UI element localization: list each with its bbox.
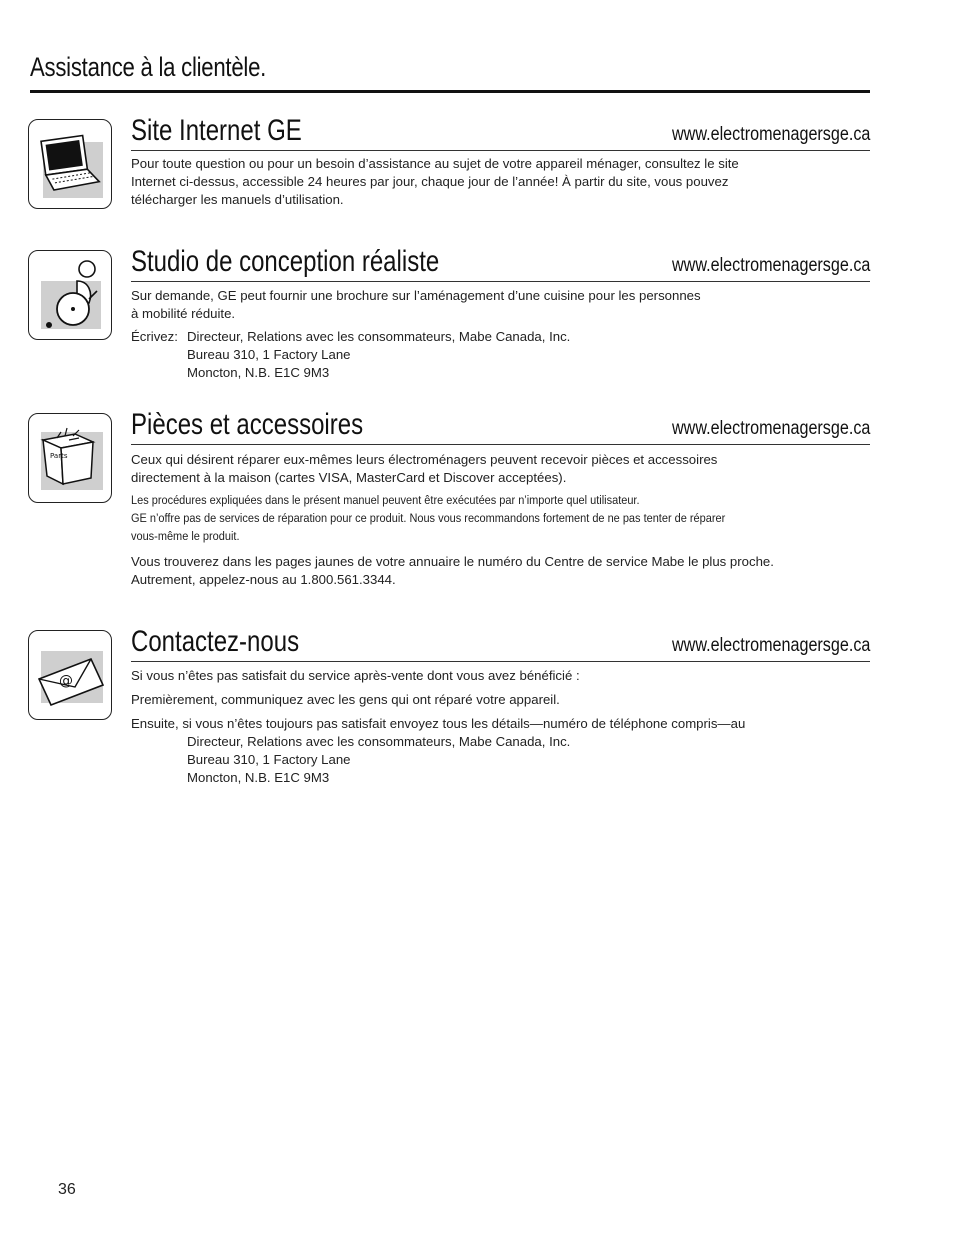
address-line: Bureau 310, 1 Factory Lane — [187, 752, 351, 767]
page-number: 36 — [58, 1181, 76, 1198]
section-header — [131, 408, 870, 445]
body-line: Premièrement, communiquez avec les gens qui ont réparé votre appareil. — [131, 692, 560, 707]
section-title: Site Internet GE — [131, 114, 302, 147]
write-address — [131, 328, 831, 382]
body-line: Ceux qui désirent réparer eux-mêmes leurs électroménagers peuvent recevoir pièces et accessoires — [131, 452, 718, 467]
address-line: Moncton, N.B. E1C 9M3 — [187, 770, 330, 785]
body-line: directement à la maison (cartes VISA, MasterCard et Discover acceptées). — [131, 470, 567, 485]
section-header — [131, 625, 870, 662]
address-line: Bureau 310, 1 Factory Lane — [187, 347, 351, 362]
section-title: Studio de conception réaliste — [131, 245, 440, 278]
svg-text:@: @ — [59, 673, 73, 689]
section-body — [131, 451, 831, 589]
note-line: vous-même le produit. — [131, 529, 240, 543]
page-title: Assistance à la clientèle. — [30, 52, 267, 82]
section-body — [131, 287, 831, 382]
address-line: Directeur, Relations avec les consommateurs, Mabe Canada, Inc. — [187, 734, 571, 749]
body-line: Si vous n’êtes pas satisfait du service après-vente dont vous avez bénéficié : — [131, 668, 580, 683]
section-header — [131, 114, 870, 151]
section-header — [131, 245, 870, 282]
note-line: Les procédures expliquées dans le présent manuel peuvent être exécutées par n’importe quel utilisateur. — [131, 493, 640, 507]
body-line: Autrement, appelez-nous au 1.800.561.3344. — [131, 572, 396, 587]
section-title: Pièces et accessoires — [131, 408, 364, 441]
body-line: Vous trouverez dans les pages jaunes de votre annuaire le numéro du Centre de service Mabe le plus proche. — [131, 554, 774, 569]
note-line: GE n’offre pas de services de réparation pour ce produit. Nous vous recommandons fortement de ne pas tenter de réparer — [131, 511, 726, 525]
section-title: Contactez-nous — [131, 625, 300, 658]
body-line: Pour toute question ou pour un besoin d’assistance au sujet de votre appareil ménager, consultez le site — [131, 156, 739, 171]
website-link[interactable]: www.electromenagersge.ca — [671, 418, 870, 439]
body-line: Internet ci-dessus, accessible 24 heures par jour, chaque jour de l’année! À partir du site, vous pouvez — [131, 174, 729, 189]
parts-label: Parts — [50, 452, 68, 460]
address-line: Directeur, Relations avec les consommateurs, Mabe Canada, Inc. — [187, 329, 571, 344]
body-line: Ensuite, si vous n’êtes toujours pas satisfait envoyez tous les détails—numéro de téléphone compris—au — [131, 716, 746, 731]
website-link[interactable]: www.electromenagersge.ca — [671, 255, 870, 276]
wheelchair-icon — [28, 250, 112, 340]
body-line: à mobilité réduite. — [131, 306, 236, 321]
write-label: Écrivez: — [131, 329, 178, 344]
address-line: Moncton, N.B. E1C 9M3 — [187, 365, 330, 380]
email-envelope-icon — [28, 630, 112, 720]
title-rule — [30, 90, 870, 93]
website-link[interactable]: www.electromenagersge.ca — [671, 635, 870, 656]
laptop-icon — [28, 119, 112, 209]
body-line: télécharger les manuels d’utilisation. — [131, 192, 344, 207]
parts-box-icon — [28, 413, 112, 503]
section-body — [131, 155, 831, 209]
website-link[interactable]: www.electromenagersge.ca — [671, 124, 870, 145]
body-line: Sur demande, GE peut fournir une brochure sur l’aménagement d’une cuisine pour les personnes — [131, 288, 701, 303]
section-body — [131, 667, 831, 787]
